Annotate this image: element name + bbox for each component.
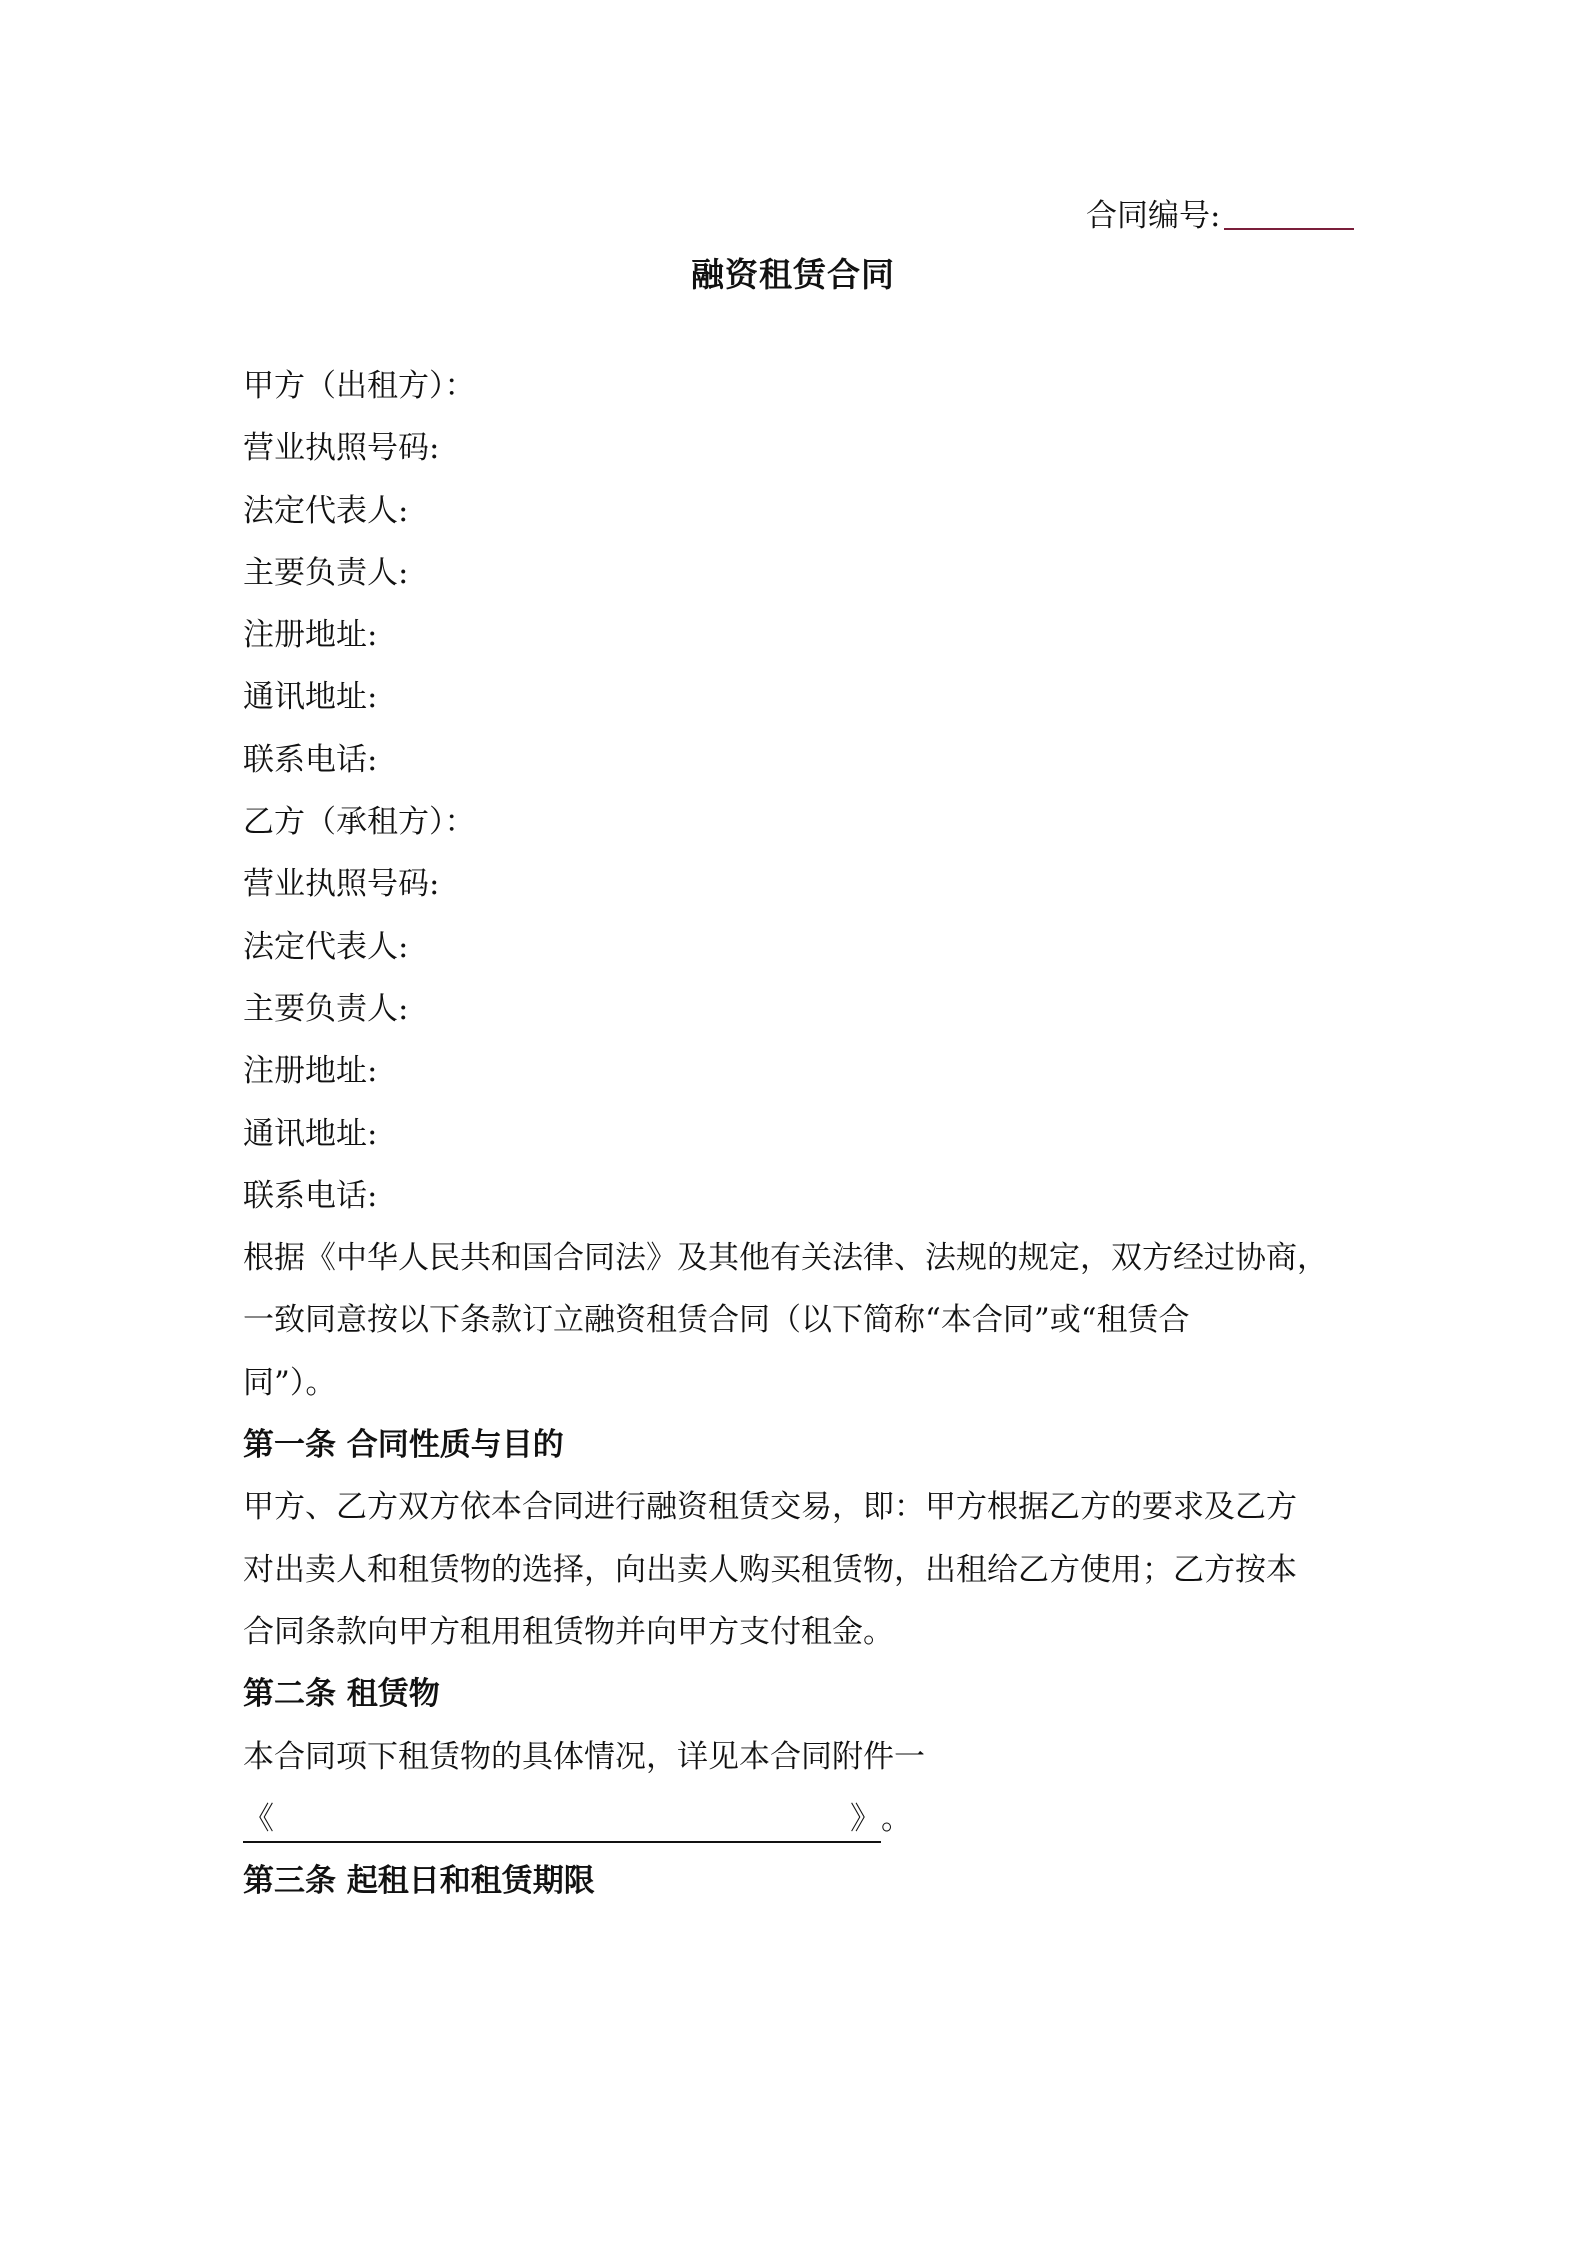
party-b-phone-field: 联系电话: [243,1177,378,1214]
attachment-title-blank [243,1797,881,1843]
preamble-line: 根据《中华人民共和国合同法》及其他有关法律、法规的规定，双方经过协商， [243,1240,1328,1277]
party-b-principal-field: 主要负责人: [243,990,409,1027]
party-a-heading: 甲方（出租方）： [243,368,476,404]
party-a-mailing-address-field: 通讯地址: [243,679,378,716]
book-title-close-mark: 》 [850,1800,881,1837]
article-1-heading: 第一条 合同性质与目的 [243,1427,564,1464]
party-b-license-field: 营业执照号码: [243,866,440,903]
article-1-line: 甲方、乙方双方依本合同进行融资租赁交易，即：甲方根据乙方的要求及乙方 [243,1489,1297,1526]
party-b-legal-rep-field: 法定代表人: [243,928,409,965]
article-3-heading: 第三条 起租日和租赁期限 [243,1863,595,1900]
preamble-line: 同”）。 [243,1364,337,1401]
book-title-open-mark: 《 [243,1800,274,1837]
article-2-heading: 第二条 租赁物 [243,1676,440,1713]
preamble-line: 一致同意按以下条款订立融资租赁合同（以下简称“本合同”或“租赁合 [243,1302,1190,1339]
attachment-title-blank-line [243,1788,1363,1850]
party-a-legal-rep-field: 法定代表人: [243,492,409,529]
contract-number-line [1086,192,1354,240]
contract-number-label: 合同编号: [1086,198,1221,234]
sentence-end-mark: 。 [881,1800,912,1837]
article-1-line: 合同条款向甲方租用租赁物并向甲方支付租金。 [243,1613,894,1650]
party-a-registered-address-field: 注册地址: [243,617,378,654]
document-title: 融资租赁合同 [691,255,895,294]
party-a-principal-field: 主要负责人: [243,554,409,591]
party-b-heading: 乙方（承租方）： [243,804,476,841]
party-a-license-field: 营业执照号码: [243,430,440,467]
party-b-registered-address-field: 注册地址: [243,1053,378,1090]
party-a-phone-field: 联系电话: [243,741,378,778]
contract-number-blank [1224,192,1354,230]
article-2-line: 本合同项下租赁物的具体情况，详见本合同附件一 [243,1738,925,1775]
party-b-mailing-address-field: 通讯地址: [243,1115,378,1152]
document-body [243,355,1363,1912]
article-1-line: 对出卖人和租赁物的选择，向出卖人购买租赁物，出租给乙方使用；乙方按本 [243,1551,1297,1588]
